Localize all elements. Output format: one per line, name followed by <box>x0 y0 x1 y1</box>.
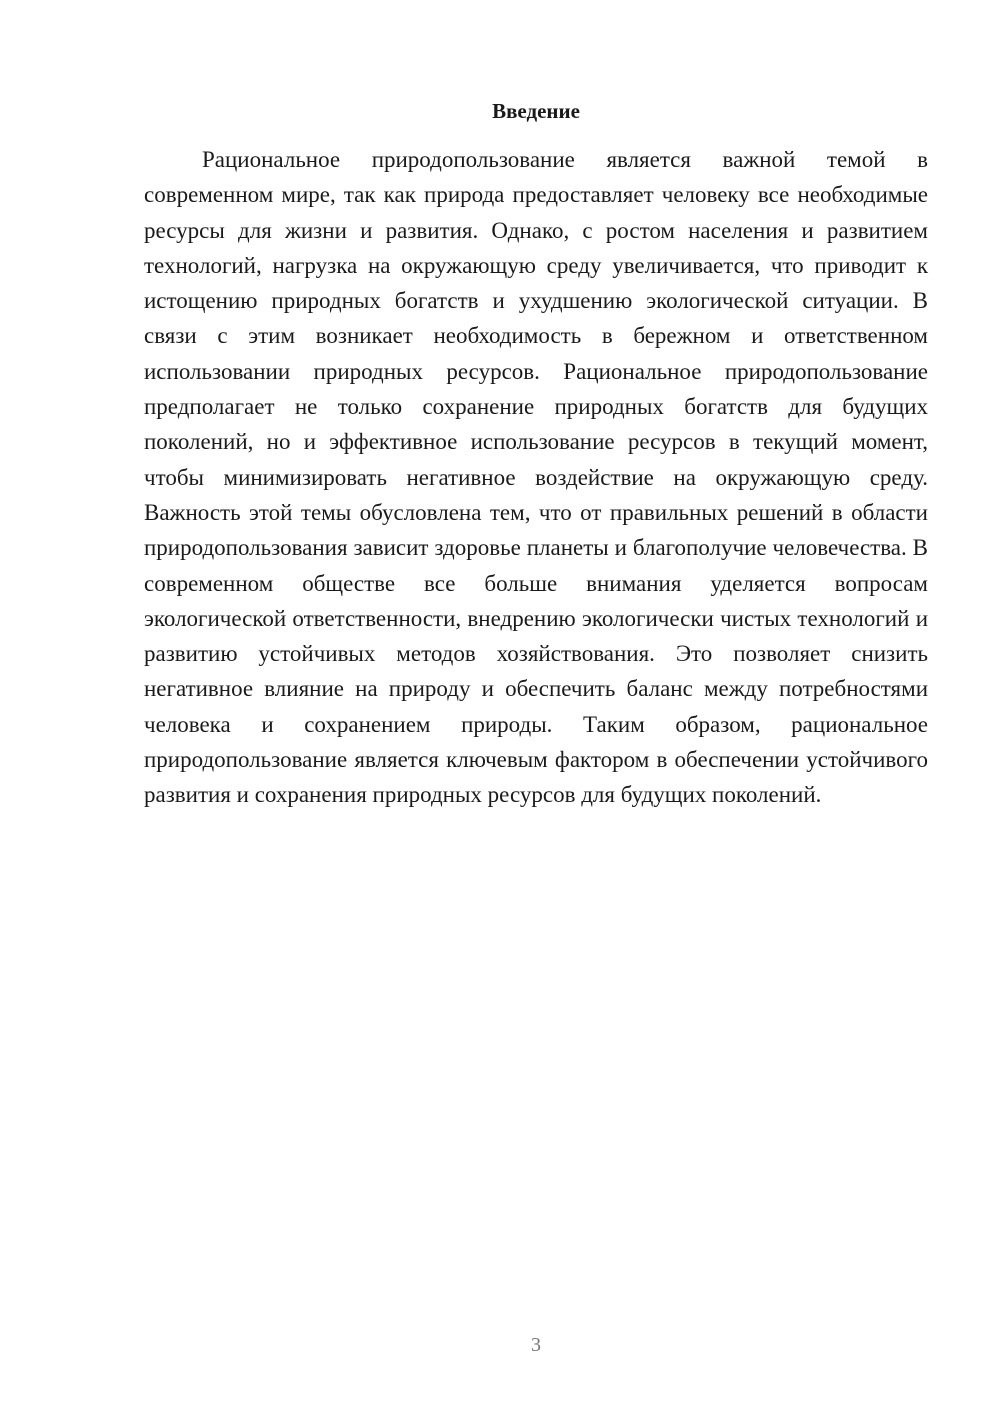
introduction-paragraph: Рациональное природопользование является важной темой в современном мире, так как природа предоставляет человеку все необходимые ресурсы для жизни и развития. Однако, с ростом населения и развитием технологий, нагрузка на окружающую среду увеличивается, что приводит к истощению природных богатств и ухудшению экологической ситуации. В связи с этим возникает необходимость в бережном и ответственном использовании природных ресурсов. Рациональное природопользование предполагает не только сохранение природных богатств для будущих поколений, но и эффективное использование ресурсов в текущий момент, чтобы минимизировать негативное воздействие на окружающую среду. Важность этой темы обусловлена тем, что от правильных решений в области природопользования зависит здоровье планеты и благополучие человечества. В современном обществе все больше внимания уделяется вопросам экологической ответственности, внедрению экологически чистых технологий и развитию устойчивых методов хозяйствования. Это позволяет снизить негативное влияние на природу и обеспечить баланс между потребностями человека и сохранением природы. Таким образом, рациональное природопользование является ключевым фактором в обеспечении устойчивого развития и сохранения природных ресурсов для будущих поколений. <box>144 147 928 808</box>
page-number: 3 <box>531 1334 541 1356</box>
section-heading: Введение <box>492 99 580 123</box>
